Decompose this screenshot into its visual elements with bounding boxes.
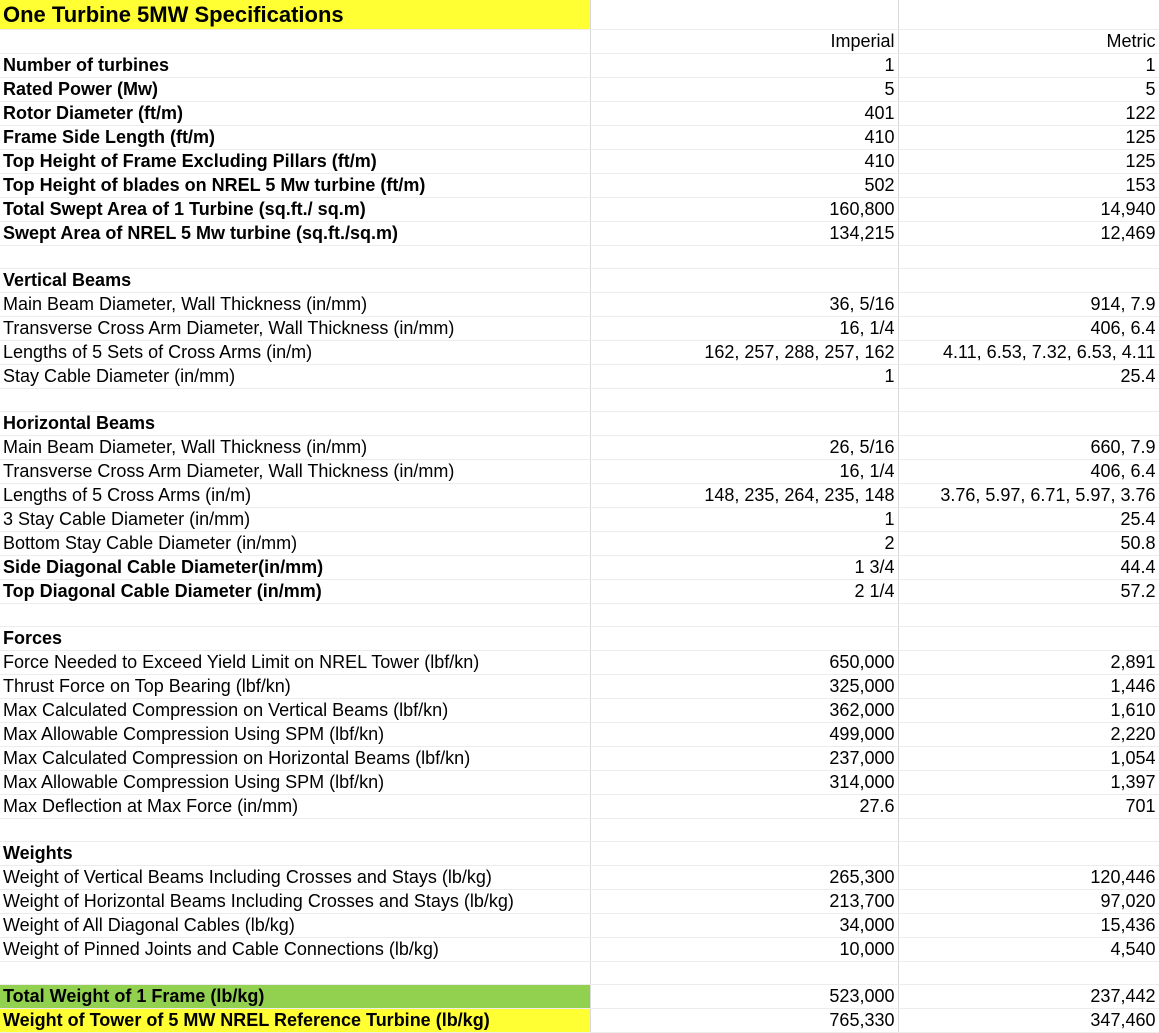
table-row bbox=[0, 126, 1159, 150]
row-label[interactable]: Bottom Stay Cable Diameter (in/mm) bbox=[0, 532, 590, 556]
table-row bbox=[0, 102, 1159, 126]
imperial-value[interactable]: 314,000 bbox=[590, 771, 898, 795]
row-label[interactable]: 3 Stay Cable Diameter (in/mm) bbox=[0, 508, 590, 532]
imperial-value[interactable] bbox=[590, 819, 898, 842]
table-row bbox=[0, 771, 1159, 795]
metric-value[interactable]: 1,054 bbox=[898, 747, 1159, 771]
metric-value[interactable]: 3.76, 5.97, 6.71, 5.97, 3.76 bbox=[898, 484, 1159, 508]
table-row bbox=[0, 914, 1159, 938]
imperial-value[interactable] bbox=[590, 269, 898, 293]
cell-empty[interactable] bbox=[898, 0, 1159, 30]
table-row bbox=[0, 317, 1159, 341]
table-row bbox=[0, 985, 1159, 1009]
imperial-value[interactable]: 148, 235, 264, 235, 148 bbox=[590, 484, 898, 508]
metric-value[interactable]: 15,436 bbox=[898, 914, 1159, 938]
table-row bbox=[0, 532, 1159, 556]
row-label[interactable]: Frame Side Length (ft/m) bbox=[0, 126, 590, 150]
table-row bbox=[0, 412, 1159, 436]
metric-value[interactable]: 701 bbox=[898, 795, 1159, 819]
row-label[interactable]: Top Diagonal Cable Diameter (in/mm) bbox=[0, 580, 590, 604]
metric-value[interactable] bbox=[898, 842, 1159, 866]
imperial-value[interactable] bbox=[590, 627, 898, 651]
metric-value[interactable] bbox=[898, 412, 1159, 436]
metric-header[interactable]: Metric bbox=[898, 30, 1159, 54]
row-label[interactable]: Total Weight of 1 Frame (lb/kg) bbox=[0, 985, 590, 1009]
imperial-value[interactable] bbox=[590, 604, 898, 627]
imperial-value[interactable]: 410 bbox=[590, 150, 898, 174]
table-row bbox=[0, 675, 1159, 699]
table-row bbox=[0, 819, 1159, 842]
metric-value[interactable]: 50.8 bbox=[898, 532, 1159, 556]
row-label[interactable]: Vertical Beams bbox=[0, 269, 590, 293]
header-row bbox=[0, 30, 1159, 54]
metric-value[interactable] bbox=[898, 819, 1159, 842]
row-label[interactable]: Top Height of Frame Excluding Pillars (ft/m) bbox=[0, 150, 590, 174]
table-row bbox=[0, 842, 1159, 866]
metric-value[interactable]: 12,469 bbox=[898, 222, 1159, 246]
metric-value[interactable]: 4,540 bbox=[898, 938, 1159, 962]
imperial-value[interactable]: 2 bbox=[590, 532, 898, 556]
sheet-title[interactable]: One Turbine 5MW Specifications bbox=[0, 0, 590, 30]
metric-value[interactable]: 1 bbox=[898, 54, 1159, 78]
table-row bbox=[0, 389, 1159, 412]
row-label[interactable]: Horizontal Beams bbox=[0, 412, 590, 436]
imperial-value[interactable]: 237,000 bbox=[590, 747, 898, 771]
table-row bbox=[0, 651, 1159, 675]
row-label[interactable] bbox=[0, 962, 590, 985]
row-label[interactable]: Weights bbox=[0, 842, 590, 866]
row-label[interactable] bbox=[0, 389, 590, 412]
row-label[interactable]: Swept Area of NREL 5 Mw turbine (sq.ft./sq.m) bbox=[0, 222, 590, 246]
imperial-value[interactable]: 213,700 bbox=[590, 890, 898, 914]
imperial-value[interactable]: 502 bbox=[590, 174, 898, 198]
imperial-value[interactable]: 162, 257, 288, 257, 162 bbox=[590, 341, 898, 365]
metric-value[interactable]: 914, 7.9 bbox=[898, 293, 1159, 317]
imperial-value[interactable]: 362,000 bbox=[590, 699, 898, 723]
metric-value[interactable]: 5 bbox=[898, 78, 1159, 102]
imperial-value[interactable]: 325,000 bbox=[590, 675, 898, 699]
metric-value[interactable]: 14,940 bbox=[898, 198, 1159, 222]
table-row bbox=[0, 604, 1159, 627]
table-row bbox=[0, 556, 1159, 580]
row-label[interactable]: Weight of Horizontal Beams Including Crosses and Stays (lb/kg) bbox=[0, 890, 590, 914]
metric-value[interactable]: 125 bbox=[898, 150, 1159, 174]
imperial-value[interactable]: 10,000 bbox=[590, 938, 898, 962]
metric-value[interactable]: 4.11, 6.53, 7.32, 6.53, 4.11 bbox=[898, 341, 1159, 365]
imperial-value[interactable]: 650,000 bbox=[590, 651, 898, 675]
metric-value[interactable]: 125 bbox=[898, 126, 1159, 150]
metric-value[interactable]: 1,397 bbox=[898, 771, 1159, 795]
row-label[interactable]: Lengths of 5 Cross Arms (in/m) bbox=[0, 484, 590, 508]
table-row bbox=[0, 341, 1159, 365]
cell-empty[interactable] bbox=[0, 30, 590, 54]
metric-value[interactable]: 153 bbox=[898, 174, 1159, 198]
row-label[interactable]: Main Beam Diameter, Wall Thickness (in/mm) bbox=[0, 436, 590, 460]
metric-value[interactable]: 2,891 bbox=[898, 651, 1159, 675]
row-label[interactable]: Stay Cable Diameter (in/mm) bbox=[0, 365, 590, 389]
imperial-value[interactable]: 401 bbox=[590, 102, 898, 126]
table-row bbox=[0, 78, 1159, 102]
table-row bbox=[0, 269, 1159, 293]
table-row bbox=[0, 174, 1159, 198]
row-label[interactable] bbox=[0, 819, 590, 842]
table-row bbox=[0, 747, 1159, 771]
imperial-value[interactable]: 499,000 bbox=[590, 723, 898, 747]
metric-value[interactable] bbox=[898, 604, 1159, 627]
row-label[interactable]: Max Allowable Compression Using SPM (lbf/kn) bbox=[0, 771, 590, 795]
metric-value[interactable]: 97,020 bbox=[898, 890, 1159, 914]
imperial-value[interactable]: 1 3/4 bbox=[590, 556, 898, 580]
metric-value[interactable]: 25.4 bbox=[898, 508, 1159, 532]
table-row bbox=[0, 508, 1159, 532]
metric-value[interactable]: 237,442 bbox=[898, 985, 1159, 1009]
imperial-value[interactable]: 27.6 bbox=[590, 795, 898, 819]
imperial-value[interactable]: 1 bbox=[590, 508, 898, 532]
imperial-value[interactable]: 5 bbox=[590, 78, 898, 102]
metric-value[interactable]: 122 bbox=[898, 102, 1159, 126]
table-row bbox=[0, 436, 1159, 460]
imperial-value[interactable] bbox=[590, 412, 898, 436]
metric-value[interactable] bbox=[898, 389, 1159, 412]
table-row bbox=[0, 962, 1159, 985]
imperial-value[interactable] bbox=[590, 962, 898, 985]
imperial-value[interactable]: 765,330 bbox=[590, 1009, 898, 1033]
row-label[interactable]: Transverse Cross Arm Diameter, Wall Thickness (in/mm) bbox=[0, 460, 590, 484]
table-row bbox=[0, 293, 1159, 317]
imperial-value[interactable]: 410 bbox=[590, 126, 898, 150]
row-label[interactable]: Forces bbox=[0, 627, 590, 651]
imperial-value[interactable]: 36, 5/16 bbox=[590, 293, 898, 317]
table-row bbox=[0, 580, 1159, 604]
imperial-value[interactable]: 523,000 bbox=[590, 985, 898, 1009]
row-label[interactable]: Max Calculated Compression on Horizontal Beams (lbf/kn) bbox=[0, 747, 590, 771]
row-label[interactable]: Top Height of blades on NREL 5 Mw turbine (ft/m) bbox=[0, 174, 590, 198]
imperial-header[interactable]: Imperial bbox=[590, 30, 898, 54]
imperial-value[interactable] bbox=[590, 842, 898, 866]
row-label[interactable]: Rated Power (Mw) bbox=[0, 78, 590, 102]
row-label[interactable]: Force Needed to Exceed Yield Limit on NREL Tower (lbf/kn) bbox=[0, 651, 590, 675]
row-label[interactable]: Main Beam Diameter, Wall Thickness (in/mm) bbox=[0, 293, 590, 317]
title-row bbox=[0, 0, 1159, 30]
table-row bbox=[0, 795, 1159, 819]
metric-value[interactable]: 2,220 bbox=[898, 723, 1159, 747]
row-label[interactable]: Max Deflection at Max Force (in/mm) bbox=[0, 795, 590, 819]
row-label[interactable]: Weight of Tower of 5 MW NREL Reference Turbine (lb/kg) bbox=[0, 1009, 590, 1033]
metric-value[interactable]: 120,446 bbox=[898, 866, 1159, 890]
row-label[interactable]: Transverse Cross Arm Diameter, Wall Thickness (in/mm) bbox=[0, 317, 590, 341]
table-row bbox=[0, 54, 1159, 78]
metric-value[interactable]: 406, 6.4 bbox=[898, 460, 1159, 484]
metric-value[interactable] bbox=[898, 962, 1159, 985]
table-row bbox=[0, 890, 1159, 914]
table-row bbox=[0, 198, 1159, 222]
table-row bbox=[0, 150, 1159, 174]
imperial-value[interactable]: 134,215 bbox=[590, 222, 898, 246]
imperial-value[interactable]: 1 bbox=[590, 365, 898, 389]
row-label[interactable]: Weight of All Diagonal Cables (lb/kg) bbox=[0, 914, 590, 938]
row-label[interactable]: Total Swept Area of 1 Turbine (sq.ft./ sq.m) bbox=[0, 198, 590, 222]
imperial-value[interactable]: 16, 1/4 bbox=[590, 460, 898, 484]
table-row bbox=[0, 1009, 1159, 1033]
imperial-value[interactable]: 265,300 bbox=[590, 866, 898, 890]
metric-value[interactable]: 44.4 bbox=[898, 556, 1159, 580]
table-row bbox=[0, 723, 1159, 747]
table-row bbox=[0, 627, 1159, 651]
row-label[interactable] bbox=[0, 246, 590, 269]
table-row bbox=[0, 699, 1159, 723]
row-label[interactable]: Number of turbines bbox=[0, 54, 590, 78]
row-label[interactable]: Max Calculated Compression on Vertical Beams (lbf/kn) bbox=[0, 699, 590, 723]
metric-value[interactable]: 660, 7.9 bbox=[898, 436, 1159, 460]
imperial-value[interactable]: 26, 5/16 bbox=[590, 436, 898, 460]
metric-value[interactable]: 1,446 bbox=[898, 675, 1159, 699]
row-label[interactable] bbox=[0, 604, 590, 627]
imperial-value[interactable]: 34,000 bbox=[590, 914, 898, 938]
row-label[interactable]: Lengths of 5 Sets of Cross Arms (in/m) bbox=[0, 341, 590, 365]
table-row bbox=[0, 365, 1159, 389]
metric-value[interactable] bbox=[898, 269, 1159, 293]
row-label[interactable]: Thrust Force on Top Bearing (lbf/kn) bbox=[0, 675, 590, 699]
metric-value[interactable]: 1,610 bbox=[898, 699, 1159, 723]
table-row bbox=[0, 460, 1159, 484]
metric-value[interactable]: 406, 6.4 bbox=[898, 317, 1159, 341]
row-label[interactable]: Rotor Diameter (ft/m) bbox=[0, 102, 590, 126]
metric-value[interactable]: 57.2 bbox=[898, 580, 1159, 604]
metric-value[interactable]: 347,460 bbox=[898, 1009, 1159, 1033]
metric-value[interactable] bbox=[898, 627, 1159, 651]
table-row bbox=[0, 938, 1159, 962]
imperial-value[interactable] bbox=[590, 389, 898, 412]
metric-value[interactable] bbox=[898, 246, 1159, 269]
row-label[interactable]: Max Allowable Compression Using SPM (lbf/kn) bbox=[0, 723, 590, 747]
metric-value[interactable]: 25.4 bbox=[898, 365, 1159, 389]
imperial-value[interactable]: 16, 1/4 bbox=[590, 317, 898, 341]
imperial-value[interactable]: 160,800 bbox=[590, 198, 898, 222]
row-label[interactable]: Weight of Pinned Joints and Cable Connections (lb/kg) bbox=[0, 938, 590, 962]
table-row bbox=[0, 866, 1159, 890]
row-label[interactable]: Weight of Vertical Beams Including Crosses and Stays (lb/kg) bbox=[0, 866, 590, 890]
imperial-value[interactable]: 1 bbox=[590, 54, 898, 78]
cell-empty[interactable] bbox=[590, 0, 898, 30]
table-row bbox=[0, 222, 1159, 246]
table-row bbox=[0, 246, 1159, 269]
imperial-value[interactable] bbox=[590, 246, 898, 269]
table-row bbox=[0, 484, 1159, 508]
row-label[interactable]: Side Diagonal Cable Diameter(in/mm) bbox=[0, 556, 590, 580]
imperial-value[interactable]: 2 1/4 bbox=[590, 580, 898, 604]
